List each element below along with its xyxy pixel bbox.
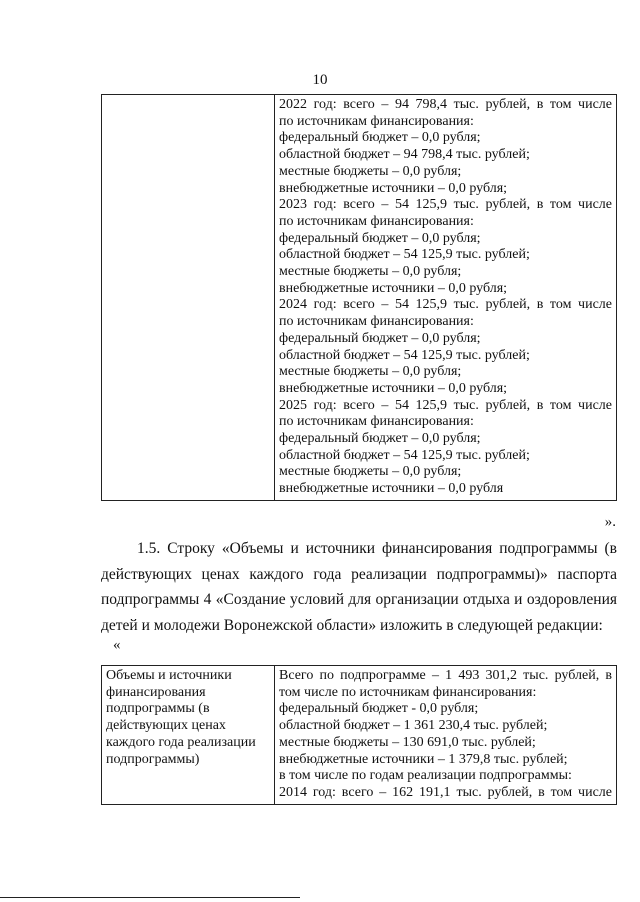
text-line: по источникам финансирования: bbox=[279, 213, 474, 229]
text-line: 2022 год: всего – 94 798,4 тыс. рублей, в том числе bbox=[279, 97, 612, 112]
paragraph-line: детей и молодежи Воронежской области» изложить в следующей редакции: bbox=[101, 616, 603, 634]
text-line: 2023 год: всего – 54 125,9 тыс. рублей, в том числе bbox=[279, 197, 612, 213]
text-line: внебюджетные источники – 0,0 рубля bbox=[279, 481, 504, 497]
text-line: внебюджетные источники – 0,0 рубля; bbox=[279, 180, 508, 196]
text-line: каждого года реализации bbox=[106, 734, 256, 750]
text-line: финансирования bbox=[106, 684, 206, 700]
amendment-paragraph bbox=[101, 536, 617, 638]
text-line: федеральный бюджет – 0,0 рубля; bbox=[279, 431, 481, 447]
text-line: подпрограммы (в bbox=[106, 701, 210, 717]
paragraph-line: 1.5. Строку «Объемы и источники финансирования подпрограммы (в bbox=[137, 540, 617, 557]
text-line: Объемы и источники bbox=[106, 668, 232, 683]
text-line: местные бюджеты – 0,0 рубля; bbox=[279, 264, 462, 280]
text-line: областной бюджет – 54 125,9 тыс. рублей; bbox=[279, 347, 530, 363]
page-number: 10 bbox=[312, 72, 328, 88]
paragraph-line: действующих ценах каждого года реализации подпрограммы)» паспорта bbox=[101, 565, 617, 583]
text-line: местные бюджеты – 0,0 рубля; bbox=[279, 364, 462, 380]
text-line: в том числе по годам реализации подпрограммы: bbox=[279, 768, 572, 784]
text-line: внебюджетные источники – 0,0 рубля; bbox=[279, 380, 508, 396]
text-line: местные бюджеты – 0,0 рубля; bbox=[279, 163, 462, 179]
text-line: внебюджетные источники – 0,0 рубля; bbox=[279, 280, 508, 296]
text-line: Всего по подпрограмме – 1 493 301,2 тыс. рублей, в bbox=[279, 668, 612, 683]
text-line: 2014 год: всего – 162 191,1 тыс. рублей, в том числе bbox=[279, 784, 612, 800]
text-line: местные бюджеты – 0,0 рубля; bbox=[279, 464, 462, 480]
text-line: по источникам финансирования: bbox=[279, 314, 474, 330]
text-line: федеральный бюджет – 0,0 рубля; bbox=[279, 230, 481, 246]
text-line: федеральный бюджет – 0,0 рубля; bbox=[279, 330, 481, 346]
text-line: областной бюджет – 94 798,4 тыс. рублей; bbox=[279, 147, 530, 163]
text-line: по источникам финансирования: bbox=[279, 113, 474, 129]
text-line: действующих ценах bbox=[106, 718, 226, 734]
paragraph-line: подпрограммы 4 «Создание условий для организации отдыха и оздоровления bbox=[101, 591, 617, 608]
financing-table-continued bbox=[101, 94, 617, 501]
text-line: том числе по источникам финансирования: bbox=[279, 684, 537, 700]
text-line: подпрограммы) bbox=[106, 751, 200, 767]
closing-quote: ». bbox=[604, 514, 616, 530]
text-line: областной бюджет – 54 125,9 тыс. рублей; bbox=[279, 247, 530, 263]
table2-left-cell bbox=[102, 666, 275, 805]
text-line: федеральный бюджет - 0,0 рубля; bbox=[279, 701, 479, 717]
footer-rule bbox=[0, 897, 300, 898]
table1-left-cell bbox=[102, 95, 275, 501]
text-line: областной бюджет – 1 361 230,4 тыс. рублей; bbox=[279, 718, 548, 734]
table1-right-cell bbox=[275, 95, 617, 501]
text-line: 2024 год: всего – 54 125,9 тыс. рублей, в том числе bbox=[279, 297, 612, 313]
text-line: местные бюджеты – 130 691,0 тыс. рублей; bbox=[279, 734, 536, 750]
text-line: областной бюджет – 54 125,9 тыс. рублей; bbox=[279, 447, 530, 463]
table2-right-cell bbox=[275, 666, 617, 805]
text-line: 2025 год: всего – 54 125,9 тыс. рублей, в том числе bbox=[279, 397, 612, 413]
text-line: федеральный бюджет – 0,0 рубля; bbox=[279, 130, 481, 146]
financing-table-new bbox=[101, 665, 617, 805]
text-line: по источникам финансирования: bbox=[279, 414, 474, 430]
text-line: внебюджетные источники – 1 379,8 тыс. рублей; bbox=[279, 751, 568, 767]
opening-quote: « bbox=[113, 637, 121, 653]
